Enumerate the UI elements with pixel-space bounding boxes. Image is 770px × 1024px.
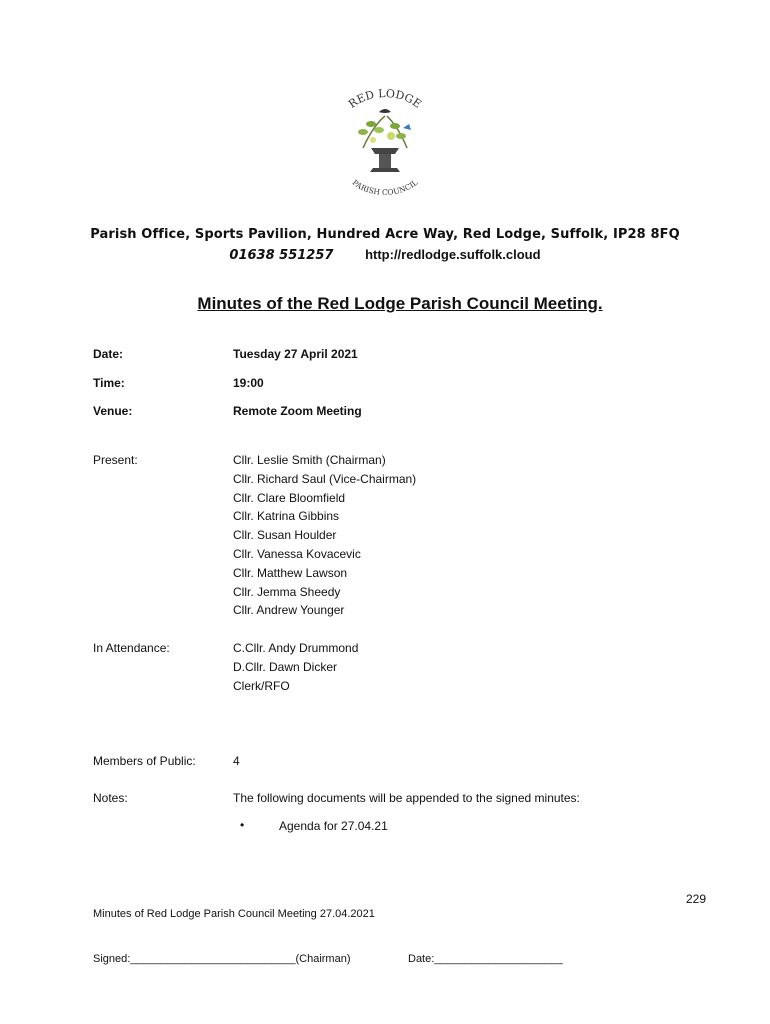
website-link[interactable]: http://redlodge.suffolk.cloud bbox=[365, 247, 541, 262]
present-member: Cllr. Richard Saul (Vice-Chairman) bbox=[233, 471, 417, 486]
time-label: Time: bbox=[93, 376, 125, 390]
present-member: Cllr. Vanessa Kovacevic bbox=[233, 546, 361, 561]
attendance-person: C.Cllr. Andy Drummond bbox=[233, 641, 359, 655]
notes-label: Notes: bbox=[93, 791, 128, 805]
attendance-label: In Attendance: bbox=[93, 641, 170, 655]
public-label: Members of Public: bbox=[93, 754, 196, 768]
signature-date-line: Date:_____________________ bbox=[408, 953, 563, 965]
svg-text:PARISH COUNCIL bbox=[351, 178, 420, 197]
svg-text:RED LODGE bbox=[346, 87, 424, 111]
present-member: Cllr. Leslie Smith (Chairman) bbox=[233, 453, 386, 467]
present-member: Cllr. Clare Bloomfield bbox=[233, 490, 346, 505]
page-number: 229 bbox=[685, 892, 706, 906]
present-member: Cllr. Susan Houlder bbox=[233, 528, 337, 543]
date-label: Date: bbox=[93, 347, 124, 361]
office-address: Parish Office, Sports Pavilion, Hundred Acre Way, Red Lodge, Suffolk, IP28 8FQ bbox=[90, 227, 680, 242]
footer-caption: Minutes of Red Lodge Parish Council Meeting 27.04.2021 bbox=[93, 908, 375, 920]
contact-line bbox=[0, 247, 770, 263]
phone-number: 01638 551257 bbox=[229, 248, 334, 263]
present-label: Present: bbox=[93, 453, 138, 467]
parish-council-logo bbox=[333, 86, 437, 204]
notes-text: The following documents will be appended to the signed minutes: bbox=[233, 791, 580, 805]
logo-top-text: RED LODGE bbox=[346, 87, 424, 111]
time-value: 19:00 bbox=[233, 376, 264, 390]
venue-label: Venue: bbox=[93, 404, 133, 418]
present-member: Cllr. Andrew Younger bbox=[233, 603, 345, 618]
present-list bbox=[233, 451, 416, 620]
attendance-person: D.Cllr. Dawn Dicker bbox=[233, 659, 338, 674]
present-member: Cllr. Katrina Gibbins bbox=[233, 509, 340, 524]
signature-line: Signed:___________________________(Chairman) bbox=[93, 953, 351, 965]
present-member: Cllr. Matthew Lawson bbox=[233, 565, 348, 580]
venue-value: Remote Zoom Meeting bbox=[233, 404, 362, 418]
document-title: Minutes of the Red Lodge Parish Council Meeting. bbox=[197, 294, 603, 313]
public-value: 4 bbox=[233, 754, 240, 768]
present-member: Cllr. Jemma Sheedy bbox=[233, 584, 341, 599]
date-value: Tuesday 27 April 2021 bbox=[233, 347, 358, 361]
attendance-person: Clerk/RFO bbox=[233, 678, 290, 693]
notes-bullet-item: Agenda for 27.04.21 bbox=[279, 819, 388, 833]
logo-bottom-text: PARISH COUNCIL bbox=[350, 177, 420, 197]
bullet-icon: • bbox=[240, 818, 245, 832]
attendance-list bbox=[233, 639, 358, 695]
